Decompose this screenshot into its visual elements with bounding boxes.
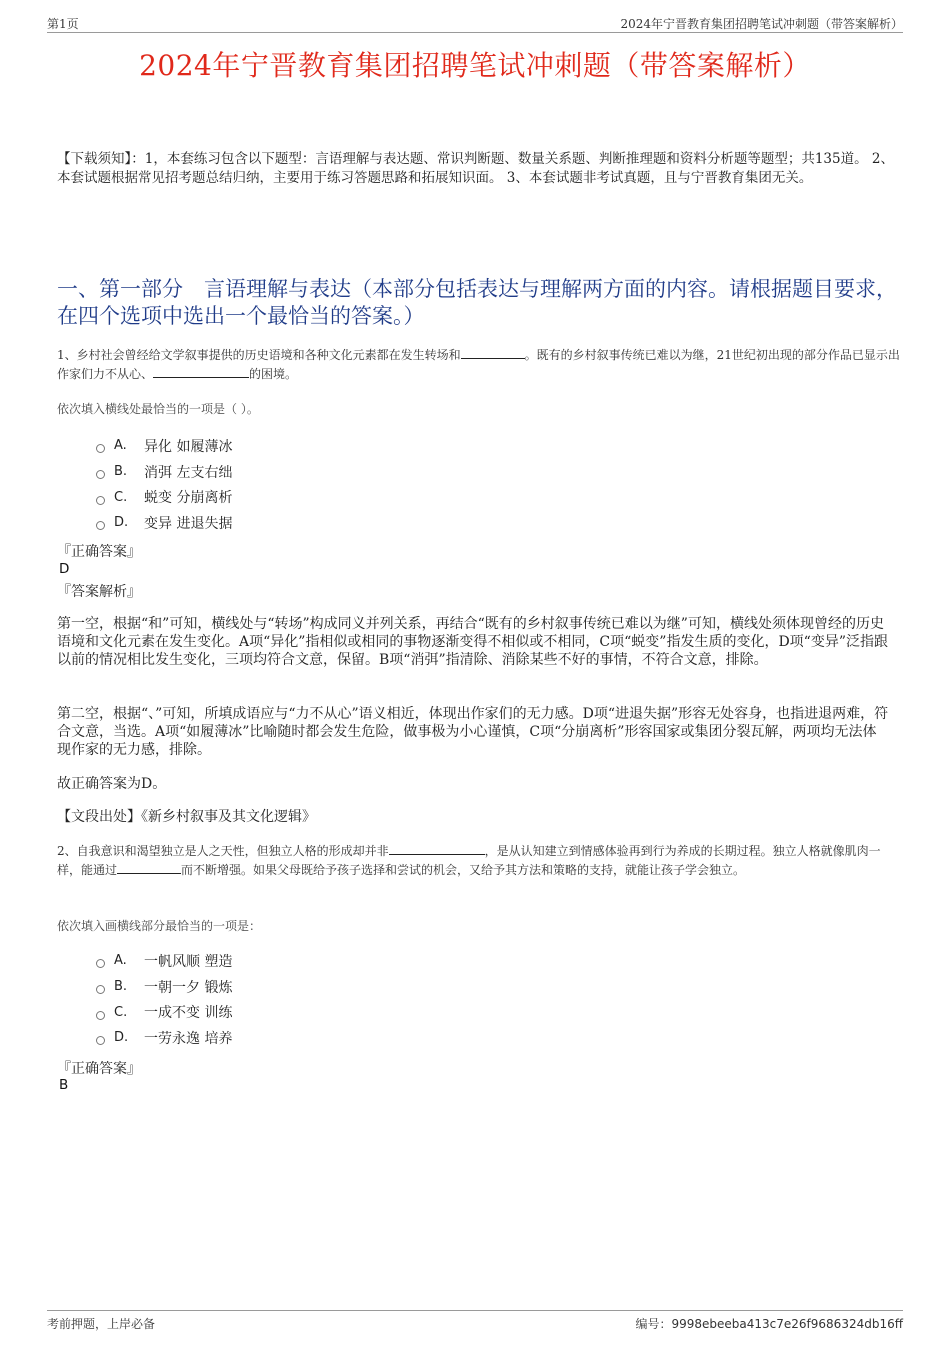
option-d[interactable]: D. 变异 进退失据 xyxy=(96,510,232,536)
header-doc-title: 2024年宁晋教育集团招聘笔试冲刺题（带答案解析） xyxy=(620,17,903,31)
page-title: 2024年宁晋教育集团招聘笔试冲刺题（带答案解析） xyxy=(139,49,811,82)
question-2-options xyxy=(96,948,232,1051)
radio-button[interactable] xyxy=(96,496,105,505)
option-a[interactable]: A. 异化 如履薄冰 xyxy=(96,433,232,459)
fill-blank xyxy=(389,844,485,855)
analysis-conclusion: 故正确答案为D。 xyxy=(57,776,167,792)
radio-button[interactable] xyxy=(96,444,105,453)
correct-answer-value: D xyxy=(59,561,70,577)
correct-answer-value: B xyxy=(59,1077,69,1093)
option-b[interactable]: B. 一朝一夕 锻炼 xyxy=(96,974,232,1000)
fill-blank xyxy=(117,863,181,874)
option-a[interactable]: A. 一帆风顺 塑造 xyxy=(96,948,232,974)
page-number: 第1页 xyxy=(47,17,79,31)
question-2-text: 2、自我意识和渴望独立是人之天性，但独立人格的形成却并非 ，是从认知建立到情感体验再到行为养成的长期过程。独立人格就像肌肉一样，能通过 而不断增强。如果父母既给予孩子选择和尝试的机会，又给予其方法和策略的支持，就能让孩子学会独立。 xyxy=(57,844,881,877)
question-1-text: 1、乡村社会曾经给文学叙事提供的历史语境和各种文化元素都在发生转场和 。既有的乡村叙事传统已难以为继，21世纪初出现的部分作品已显示出作家们力不从心、 的困境。 xyxy=(57,348,900,381)
radio-button[interactable] xyxy=(96,470,105,479)
page-header xyxy=(47,14,903,33)
question-2-prompt: 依次填入画横线部分最恰当的一项是： xyxy=(57,919,262,933)
option-c[interactable]: C. 蜕变 分崩离析 xyxy=(96,484,232,510)
document-code: 编号：9998ebeeba413c7e26f9686324db16ff xyxy=(635,1317,903,1331)
radio-button[interactable] xyxy=(96,1011,105,1020)
question-1-prompt: 依次填入横线处最恰当的一项是（ ）。 xyxy=(57,402,259,416)
option-b[interactable]: B. 消弭 左支右绌 xyxy=(96,459,232,485)
question-1-options xyxy=(96,433,232,536)
download-notice: 【下载须知】：1，本套练习包含以下题型：言语理解与表达题、常识判断题、数量关系题、判断推理题和资料分析题等题型；共135道。 2、本套试题根据常见招考题总结归纳，主要用于练习答题思路和拓展知识面。 3、本套试题非考试真题，且与宁晋教育集团无关。 xyxy=(57,151,894,186)
footer-slogan: 考前押题，上岸必备 xyxy=(47,1317,156,1331)
option-c[interactable]: C. 一成不变 训练 xyxy=(96,999,232,1025)
radio-button[interactable] xyxy=(96,521,105,530)
analysis-paragraph-2: 第二空，根据“、”可知，所填成语应与“力不从心”语义相近，体现出作家们的无力感。D项“进退失据”形容无处容身，也指进退两难，符合文意，当选。A项“如履薄冰”比喻随时都会发生危险，做事极为小心谨慎，C项“分崩离析”形容国家或集团分裂瓦解，两项均无法体现作家的无力感，排除。 xyxy=(57,706,889,758)
passage-source: 【文段出处】《新乡村叙事及其文化逻辑》 xyxy=(57,809,316,825)
option-d[interactable]: D. 一劳永逸 培养 xyxy=(96,1025,232,1051)
radio-button[interactable] xyxy=(96,985,105,994)
fill-blank xyxy=(461,348,525,359)
analysis-paragraph-1: 第一空，根据“和”可知，横线处与“转场”构成同义并列关系，再结合“既有的乡村叙事传统已难以为继”可知，横线处须体现曾经的历史语境和文化元素在发生变化。A项“异化”指相似或相同的事物逐渐变得不相似或不相同，C项“蜕变”指发生质的变化，D项“变异”泛指跟以前的情况相比发生变化，三项均符合文意，保留。B项“消弭”指清除、消除某些不好的事情，不符合文意，排除。 xyxy=(57,616,888,668)
fill-blank xyxy=(153,367,249,378)
radio-button[interactable] xyxy=(96,1036,105,1045)
section-heading: 一、第一部分 言语理解与表达（本部分包括表达与理解两方面的内容。请根据题目要求，在四个选项中选出一个最恰当的答案。） xyxy=(57,277,897,328)
radio-button[interactable] xyxy=(96,959,105,968)
analysis-label: 『答案解析』 xyxy=(57,584,141,600)
page-footer xyxy=(47,1310,903,1333)
correct-answer-label: 『正确答案』 xyxy=(57,544,141,560)
correct-answer-label: 『正确答案』 xyxy=(57,1061,141,1077)
